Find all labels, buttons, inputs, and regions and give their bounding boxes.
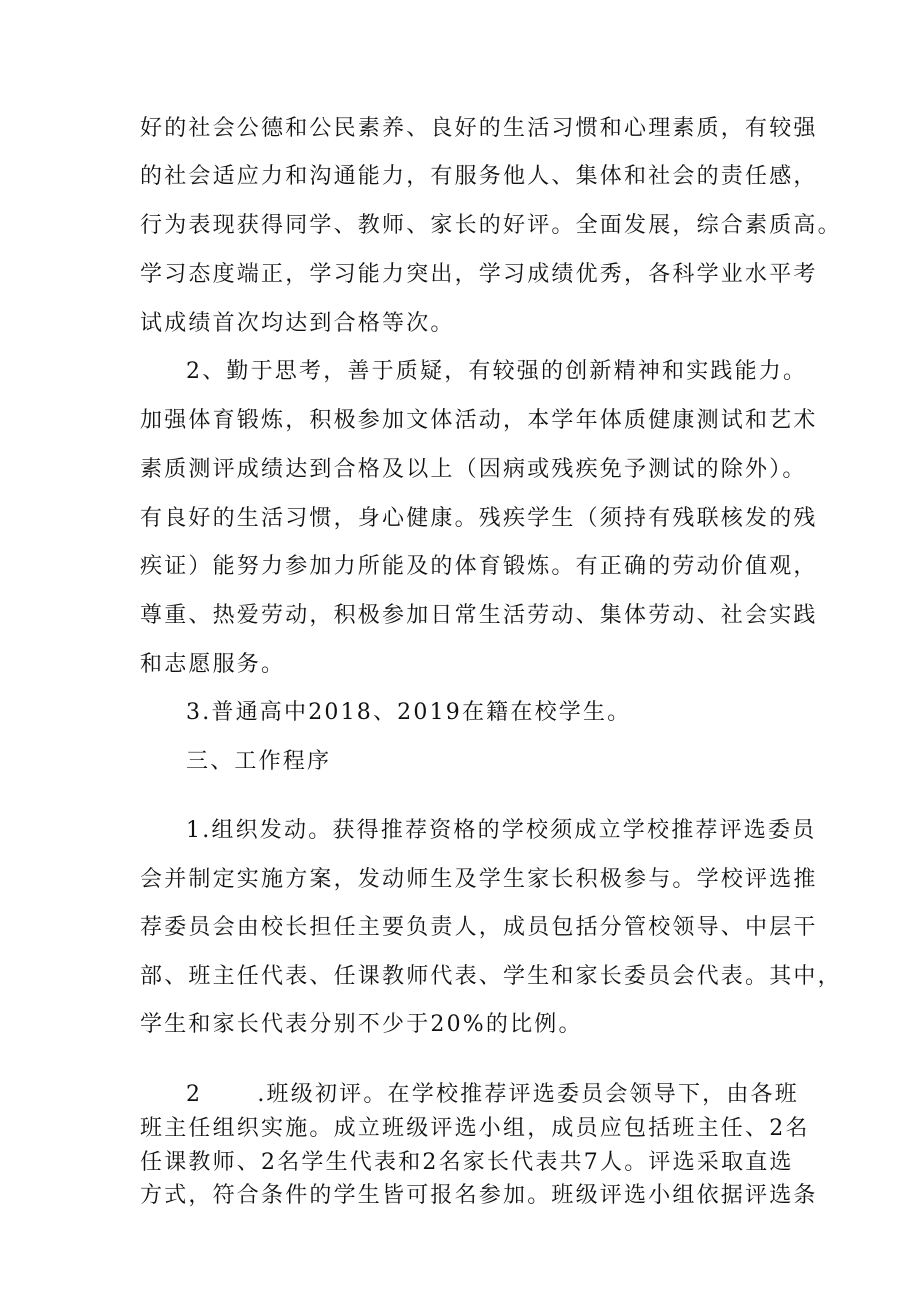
text-line: 试成绩首次均达到合格等次。 <box>140 311 455 336</box>
text-line: 荐委员会由校长担任主要负责人，成员包括分管校领导、中层干 <box>140 915 818 940</box>
text-line: 部、班主任代表、任课教师代表、学生和家长委员会代表。其中， <box>140 964 842 989</box>
text-line: 会并制定实施方案，发动师生及学生家长积极参与。学校评选推 <box>140 867 818 892</box>
section-heading: 三、工作程序 <box>186 749 332 774</box>
text-line: 方式，符合条件的学生皆可报名参加。班级评选小组依据评选条 <box>140 1183 818 1208</box>
text-line: 班主任组织实施。成立班级评选小组，成员应包括班主任、2名 <box>140 1116 810 1141</box>
text-line: 任课教师、2名学生代表和2名家长代表共7人。评选采取直选 <box>140 1150 794 1175</box>
text-line: 好的社会公德和公民素养、良好的生活习惯和心理素质，有较强 <box>140 116 818 141</box>
text-line: 有良好的生活习惯，身心健康。残疾学生（须持有残联核发的残 <box>140 506 818 531</box>
text-line: 行为表现获得同学、教师、家长的好评。全面发展，综合素质高。 <box>140 213 842 238</box>
text-line: 的社会适应力和沟通能力，有服务他人、集体和社会的责任感， <box>140 164 818 189</box>
numbered-paragraph-start: 1.组织发动。获得推荐资格的学校须成立学校推荐评选委员 <box>186 818 817 843</box>
text-line: 素质测评成绩达到合格及以上（因病或残疾免予测试的除外）。 <box>140 457 807 482</box>
numbered-paragraph-start: 2、勤于思考，善于质疑，有较强的创新精神和实践能力。 <box>186 359 808 384</box>
numbered-paragraph-start: 2 .班级初评。在学校推荐评选委员会领导下，由各班 <box>186 1082 799 1107</box>
text-line: 学生和家长代表分别不少于20%的比例。 <box>140 1012 583 1037</box>
text-line: 和志愿服务。 <box>140 652 286 677</box>
text-line: 加强体育锻炼，积极参加文体活动，本学年体质健康测试和艺术 <box>140 408 818 433</box>
text-line: 尊重、热爱劳动，积极参加日常生活劳动、集体劳动、社会实践 <box>140 603 818 628</box>
text-line: 疾证）能努力参加力所能及的体育锻炼。有正确的劳动价值观， <box>140 554 818 579</box>
text-line: 学习态度端正，学习能力突出，学习成绩优秀，各科学业水平考 <box>140 262 818 287</box>
numbered-paragraph-start: 3.普通高中2018、2019在籍在校学生。 <box>186 700 632 725</box>
